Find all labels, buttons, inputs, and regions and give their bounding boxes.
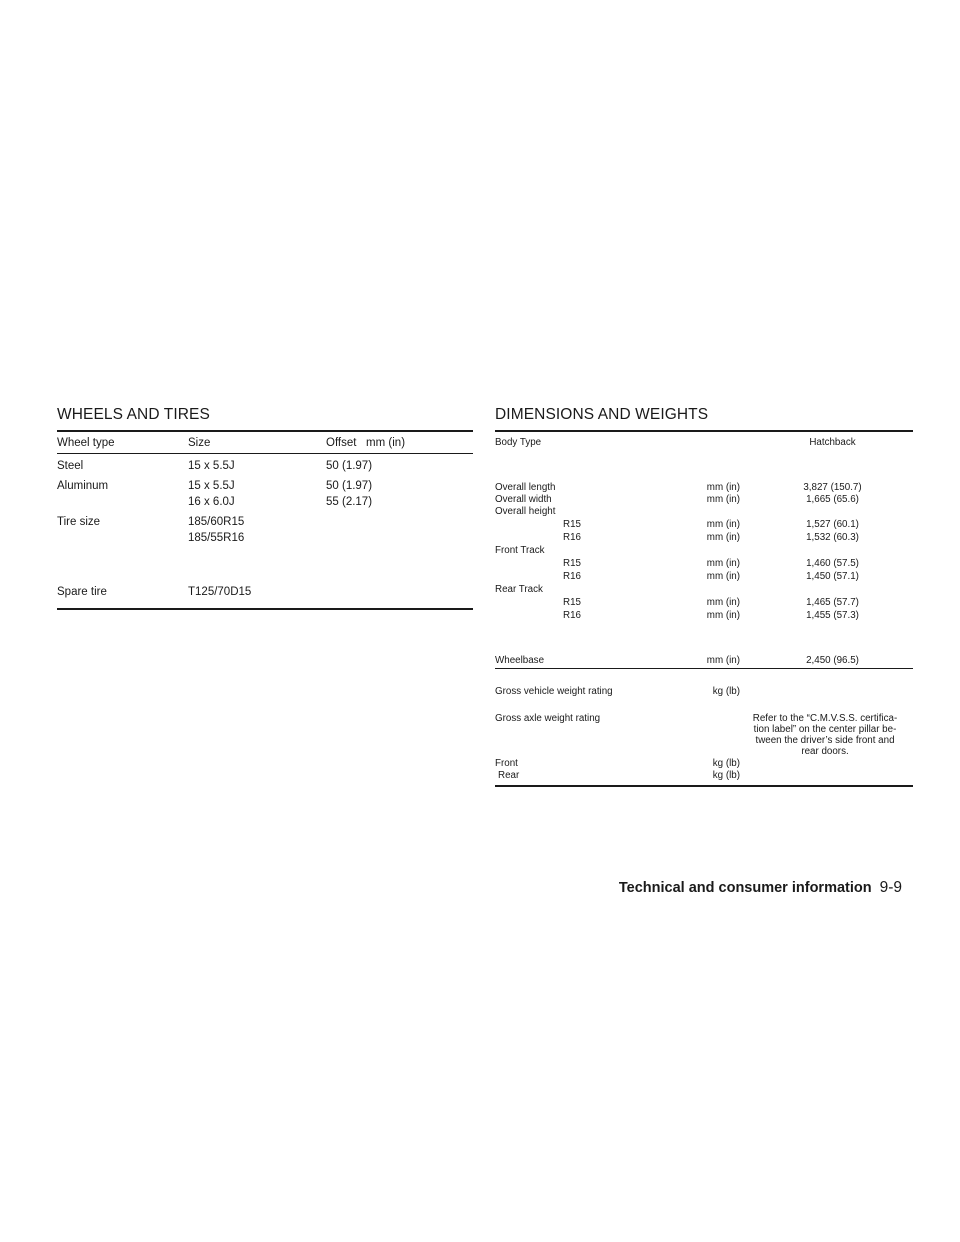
- overall-height-r16-label: R16: [563, 532, 581, 543]
- wheelbase-value: 2,450 (96.5): [806, 655, 859, 666]
- page-number: 9-9: [879, 879, 902, 896]
- footer-section-title: Technical and consumer information: [618, 880, 872, 896]
- gvwr-label: Gross vehicle weight rating: [495, 686, 613, 697]
- rear-track-r15-label: R15: [563, 597, 581, 608]
- table-top-rule: [495, 430, 913, 432]
- body-type-label: Body Type: [495, 437, 542, 448]
- table-bottom-rule: [57, 608, 473, 610]
- rear-track-r16-unit: mm (in): [706, 610, 740, 621]
- front-track-r16-value: 1,450 (57.1): [806, 571, 859, 582]
- overall-height-label: Overall height: [495, 506, 556, 517]
- header-size: Size: [188, 437, 211, 449]
- overall-height-r16-unit: mm (in): [706, 532, 740, 543]
- front-unit: kg (lb): [712, 758, 740, 769]
- offset-value: 50 (1.97): [326, 460, 373, 472]
- overall-width-unit: mm (in): [706, 494, 740, 505]
- overall-height-r16-value: 1,532 (60.3): [806, 532, 859, 543]
- gawr-label: Gross axle weight rating: [495, 713, 601, 724]
- wheelbase-rule: [495, 668, 913, 669]
- front-track-r15-unit: mm (in): [706, 558, 740, 569]
- rear-label: Rear: [498, 770, 520, 781]
- overall-length-value: 3,827 (150.7): [803, 482, 862, 493]
- body-type-value: Hatchback: [809, 437, 856, 448]
- rear-track-r15-value: 1,465 (57.7): [806, 597, 859, 608]
- row-label: Steel: [57, 460, 84, 472]
- header-offset: Offset mm (in): [326, 437, 406, 449]
- row-label: Tire size: [57, 516, 101, 528]
- overall-width-label: Overall width: [495, 494, 552, 505]
- rear-track-r15-unit: mm (in): [706, 597, 740, 608]
- row-label: Aluminum: [57, 480, 109, 492]
- dimensions-weights-title: DIMENSIONS AND WEIGHTS: [495, 406, 709, 423]
- rear-track-label: Rear Track: [495, 584, 543, 595]
- size-value: 16 x 6.0J: [188, 496, 235, 508]
- offset-value: 55 (2.17): [326, 496, 373, 508]
- table-row: [57, 479, 473, 515]
- rear-track-r16-value: 1,455 (57.3): [806, 610, 859, 621]
- gawr-note: [739, 713, 911, 757]
- note-line: tion label” on the center pillar be-: [753, 724, 897, 735]
- size-value: 185/60R15: [188, 516, 245, 528]
- front-track-r15-label: R15: [563, 558, 581, 569]
- gvwr-unit: kg (lb): [712, 686, 740, 697]
- front-label: Front: [495, 758, 518, 769]
- overall-height-r15-label: R15: [563, 519, 581, 530]
- page-footer: [619, 879, 902, 897]
- size-value: T125/70D15: [188, 586, 252, 598]
- size-value: 15 x 5.5J: [188, 480, 235, 492]
- table-bottom-rule: [495, 785, 913, 787]
- row-label: Spare tire: [57, 586, 107, 598]
- overall-width-value: 1,665 (65.6): [806, 494, 859, 505]
- offset-value: 50 (1.97): [326, 480, 373, 492]
- header-wheel-type: Wheel type: [57, 437, 115, 449]
- rear-unit: kg (lb): [712, 770, 740, 781]
- wheels-tires-title: WHEELS AND TIRES: [57, 406, 210, 423]
- note-line: tween the driver’s side front and: [755, 735, 895, 746]
- front-track-r15-value: 1,460 (57.5): [806, 558, 859, 569]
- table-row: [57, 459, 473, 479]
- wheelbase-label: Wheelbase: [495, 655, 545, 666]
- wheels-tires-table: [57, 430, 473, 598]
- overall-length-label: Overall length: [495, 482, 556, 493]
- note-line: Refer to the “C.M.V.S.S. certifica-: [752, 713, 898, 724]
- front-track-r16-unit: mm (in): [706, 571, 740, 582]
- rear-track-r16-label: R16: [563, 610, 581, 621]
- table-row: [57, 515, 473, 585]
- front-track-label: Front Track: [495, 545, 545, 556]
- overall-length-unit: mm (in): [706, 482, 740, 493]
- front-track-r16-label: R16: [563, 571, 581, 582]
- overall-height-r15-value: 1,527 (60.1): [806, 519, 859, 530]
- size-value: 185/55R16: [188, 532, 245, 544]
- table-header: [57, 430, 473, 454]
- wheelbase-unit: mm (in): [706, 655, 740, 666]
- overall-height-r15-unit: mm (in): [706, 519, 740, 530]
- size-value: 15 x 5.5J: [188, 460, 235, 472]
- table-row: [57, 585, 473, 605]
- note-line: rear doors.: [801, 746, 849, 757]
